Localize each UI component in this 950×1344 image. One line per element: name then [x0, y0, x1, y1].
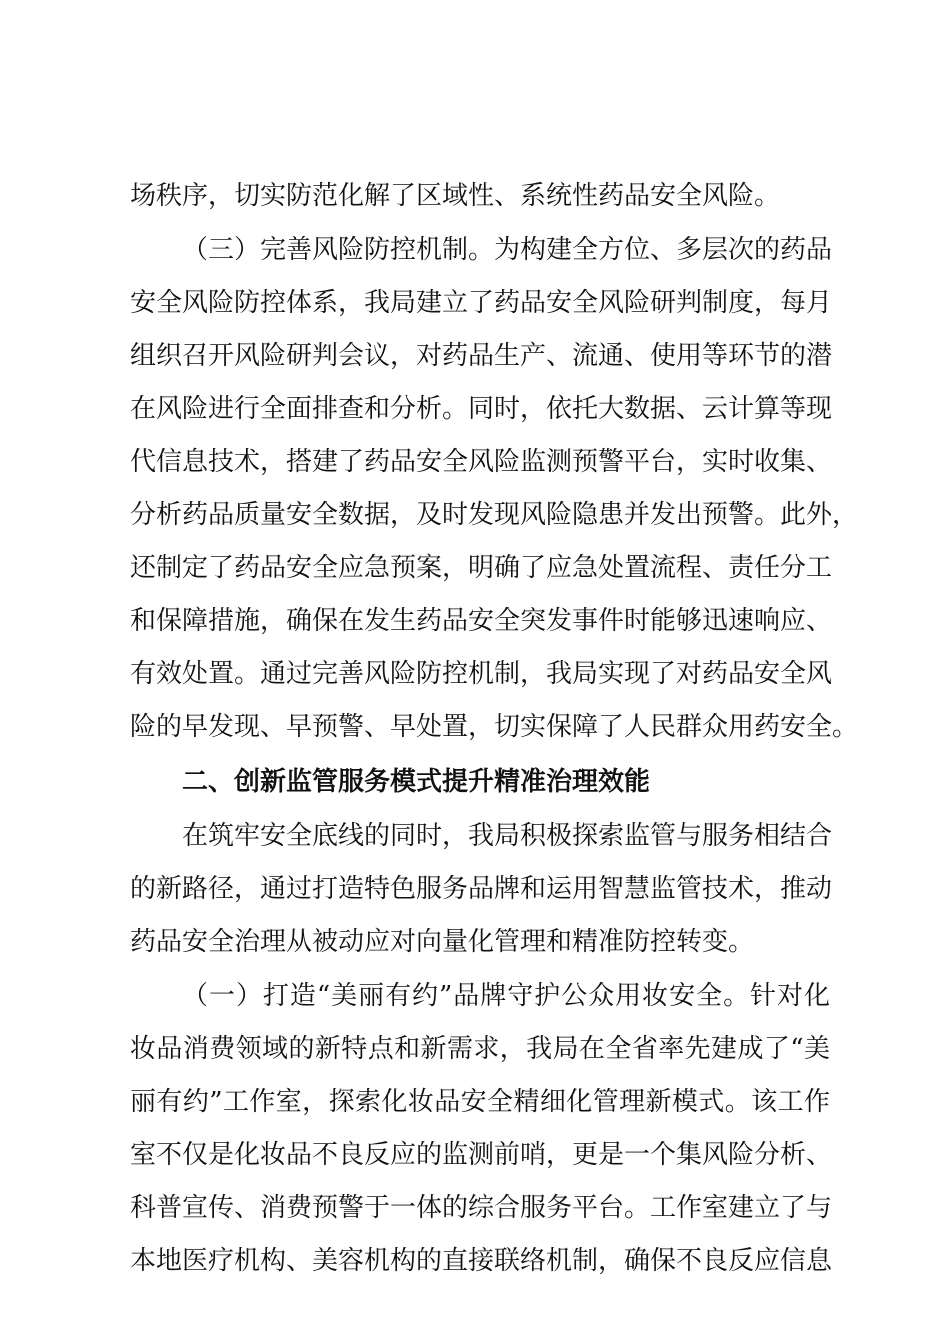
paragraph-line: 药品安全治理从被动应对向量化管理和精准防控转变。	[130, 927, 755, 957]
paragraph-line: 和保障措施，确保在发生药品安全突发事件时能够迅速响应、	[130, 606, 833, 636]
paragraph-line: 组织召开风险研判会议，对药品生产、流通、使用等环节的潜	[130, 341, 833, 371]
paragraph-line: 险的早发现、早预警、早处置，切实保障了人民群众用药安全。	[130, 712, 859, 742]
paragraph-line: （三）完善风险防控机制。为构建全方位、多层次的药品	[182, 235, 833, 265]
paragraph-line: 的新路径，通过打造特色服务品牌和运用智慧监管技术，推动	[130, 874, 833, 904]
paragraph-line: 在筑牢安全底线的同时，我局积极探索监管与服务相结合	[182, 821, 833, 851]
paragraph-line: 分析药品质量安全数据，及时发现风险隐患并发出预警。此外，	[130, 500, 859, 530]
paragraph-line: 科普宣传、消费预警于一体的综合服务平台。工作室建立了与	[130, 1193, 833, 1223]
paragraph-line: 代信息技术，搭建了药品安全风险监测预警平台，实时收集、	[130, 447, 833, 477]
paragraph-line: 室不仅是化妆品不良反应的监测前哨，更是一个集风险分析、	[130, 1140, 833, 1170]
paragraph-line: 本地医疗机构、美容机构的直接联络机制，确保不良反应信息	[130, 1246, 833, 1276]
paragraph-line: 有效处置。通过完善风险防控机制，我局实现了对药品安全风	[130, 659, 833, 689]
paragraph-line: 在风险进行全面排查和分析。同时，依托大数据、云计算等现	[130, 394, 833, 424]
paragraph-line: 安全风险防控体系，我局建立了药品安全风险研判制度，每月	[130, 288, 833, 318]
paragraph-line: 还制定了药品安全应急预案，明确了应急处置流程、责任分工	[130, 553, 833, 583]
section-heading: 二、创新监管服务模式提升精准治理效能	[182, 767, 651, 797]
paragraph-line: 妆品消费领域的新特点和新需求，我局在全省率先建成了“美	[130, 1034, 830, 1064]
paragraph-line: 场秩序，切实防范化解了区域性、系统性药品安全风险。	[130, 181, 781, 211]
paragraph-line: 丽有约”工作室，探索化妆品安全精细化管理新模式。该工作	[130, 1087, 830, 1117]
paragraph-line: （一）打造“美丽有约”品牌守护公众用妆安全。针对化	[182, 981, 830, 1011]
